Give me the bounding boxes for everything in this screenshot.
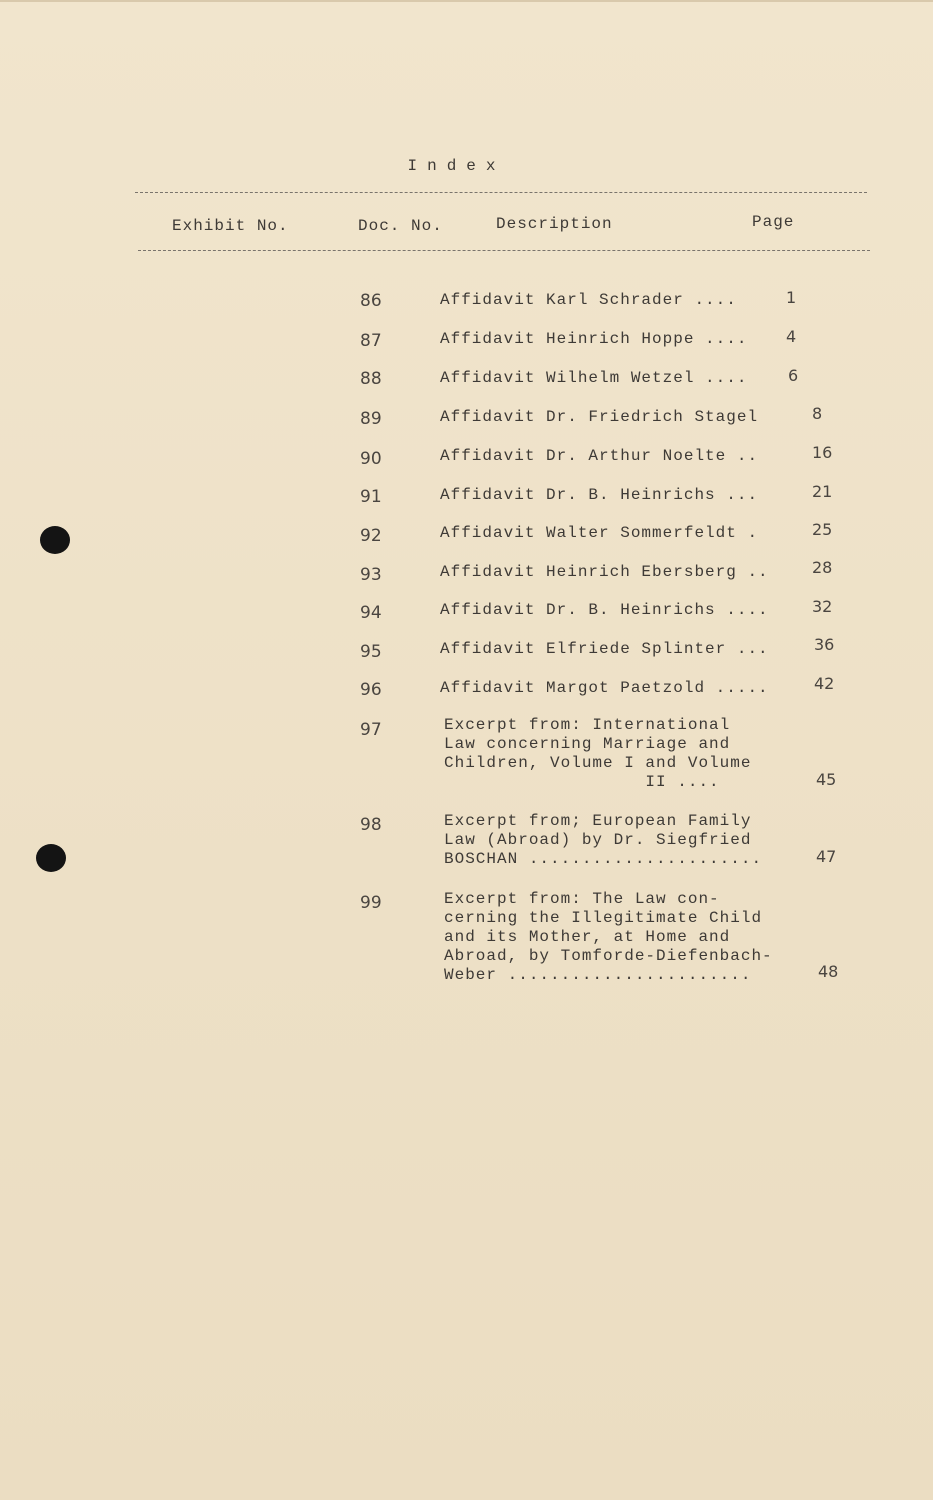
index-title: Index bbox=[407, 157, 506, 175]
entry-page: 1 bbox=[786, 288, 797, 307]
entry-page: 16 bbox=[812, 443, 833, 462]
entry-description: Affidavit Dr. B. Heinrichs ... bbox=[440, 486, 759, 504]
doc-number: 99 bbox=[360, 893, 382, 913]
entry-page: 47 bbox=[816, 847, 837, 866]
header-exhibit-no: Exhibit No. bbox=[172, 217, 289, 235]
entry-page: 28 bbox=[812, 558, 833, 577]
entry-page: 32 bbox=[812, 597, 833, 616]
entry-description: Affidavit Heinrich Hoppe .... bbox=[440, 330, 748, 348]
entry-description: Excerpt from; European Family Law (Abroad) by Dr. Siegfried BOSCHAN ...................... bbox=[444, 812, 763, 868]
entry-description: Excerpt from: International Law concerning Marriage and Children, Volume I and Volume II .... bbox=[444, 716, 752, 791]
entry-page: 48 bbox=[818, 962, 839, 981]
header-page: Page bbox=[752, 213, 795, 231]
doc-number: 96 bbox=[360, 680, 382, 700]
entry-page: 21 bbox=[812, 482, 833, 501]
punch-hole-upper bbox=[40, 526, 70, 554]
entry-description: Affidavit Wilhelm Wetzel .... bbox=[440, 369, 748, 387]
entry-description: Affidavit Heinrich Ebersberg .. bbox=[440, 563, 769, 581]
doc-number: 86 bbox=[360, 291, 382, 311]
entry-page: 8 bbox=[812, 404, 823, 423]
entry-description: Affidavit Walter Sommerfeldt . bbox=[440, 524, 759, 542]
doc-number: 91 bbox=[360, 487, 382, 507]
doc-number: 94 bbox=[360, 603, 382, 623]
doc-number: 95 bbox=[360, 642, 382, 662]
header-bottom-rule bbox=[138, 250, 870, 251]
entry-page: 6 bbox=[788, 366, 799, 385]
punch-hole-lower bbox=[36, 844, 66, 872]
doc-number: 97 bbox=[360, 720, 382, 740]
entry-page: 36 bbox=[814, 635, 835, 654]
entry-page: 25 bbox=[812, 520, 833, 539]
entry-page: 4 bbox=[786, 327, 797, 346]
doc-number: 90 bbox=[360, 449, 382, 469]
entry-description: Affidavit Dr. Arthur Noelte .. bbox=[440, 447, 759, 465]
doc-number: 92 bbox=[360, 526, 382, 546]
entry-description: Excerpt from: The Law con- cerning the Illegitimate Child and its Mother, at Home and Abroad, by Tomforde-Diefenbach- Weber ....................... bbox=[444, 890, 773, 984]
entry-description: Affidavit Dr. Friedrich Stagel bbox=[440, 408, 759, 426]
header-top-rule bbox=[135, 192, 867, 193]
header-description: Description bbox=[496, 215, 613, 233]
doc-number: 93 bbox=[360, 565, 382, 585]
doc-number: 89 bbox=[360, 409, 382, 429]
doc-number: 88 bbox=[360, 369, 382, 389]
header-doc-no: Doc. No. bbox=[358, 217, 443, 235]
entry-page: 45 bbox=[816, 770, 837, 789]
entry-description: Affidavit Karl Schrader .... bbox=[440, 291, 737, 309]
entry-page: 42 bbox=[814, 674, 835, 693]
entry-description: Affidavit Dr. B. Heinrichs .... bbox=[440, 601, 769, 619]
entry-description: Affidavit Margot Paetzold ..... bbox=[440, 679, 769, 697]
doc-number: 87 bbox=[360, 331, 382, 351]
doc-number: 98 bbox=[360, 815, 382, 835]
entry-description: Affidavit Elfriede Splinter ... bbox=[440, 640, 769, 658]
